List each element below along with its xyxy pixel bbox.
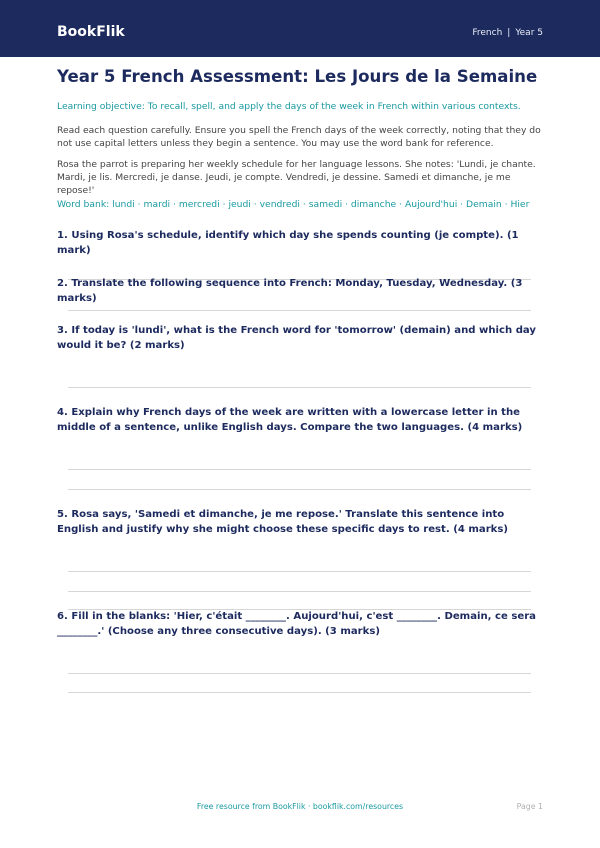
footer-text: Free resource from BookFlik · bookflik.com/resources [196, 802, 404, 811]
answer-line-3[interactable] [68, 387, 531, 388]
answer-line-6a[interactable] [68, 673, 531, 674]
question-6: 6. Fill in the blanks: 'Hier, c'était ________. Aujourd'hui, c'est ________. Demain, ce sera ________.' (Choose any three consecutive days). (3 marks) [57, 611, 536, 637]
question-3: 3. If today is 'lundi', what is the French word for 'tomorrow' (demain) and which day would it be? (2 marks) [57, 325, 536, 351]
header-separator: | [507, 28, 511, 38]
instructions-paragraph: Read each question carefully. Ensure you spell the French days of the week correctly, noting that they do not use capital letters unless they begin a sentence. You may use the word bank for reference. [57, 125, 541, 149]
answer-line-5b[interactable] [68, 591, 531, 592]
page-title: Year 5 French Assessment: Les Jours de la Semaine [57, 67, 538, 86]
header-meta [472, 27, 543, 39]
question-5: 5. Rosa says, 'Samedi et dimanche, je me repose.' Translate this sentence into English and justify why she might choose these specific days to rest. (4 marks) [57, 509, 509, 535]
answer-line-2[interactable] [68, 310, 531, 311]
year-label: Year 5 [515, 28, 543, 38]
answer-line-6b[interactable] [68, 692, 531, 693]
answer-line-4b[interactable] [68, 489, 531, 490]
answer-line-4a[interactable] [68, 469, 531, 470]
question-2: 2. Translate the following sequence into French: Monday, Tuesday, Wednesday. (3 marks) [57, 278, 523, 304]
question-4: 4. Explain why French days of the week are written with a lowercase letter in the middle of a sentence, unlike English days. Compare the two languages. (4 marks) [57, 407, 523, 433]
answer-line-5a[interactable] [68, 571, 531, 572]
context-paragraph: Rosa the parrot is preparing her weekly schedule for her language lessons. She notes: 'Lundi, je chante. Mardi, je lis. Mercredi, je danse. Jeudi, je compte. Vendredi, je dessine. Samedi et dimanche, je me repose!' [57, 159, 536, 196]
page-number: Page 1 [516, 802, 543, 811]
subject-label: French [472, 28, 503, 38]
brand-logo: BookFlik [57, 24, 125, 40]
page-header [0, 0, 600, 57]
learning-objective: Learning objective: To recall, spell, and apply the days of the week in French within various contexts. [57, 101, 521, 112]
word-bank: Word bank: lundi · mardi · mercredi · jeudi · vendredi · samedi · dimanche · Aujourd'hui · Demain · Hier [57, 199, 530, 210]
question-1: 1. Using Rosa's schedule, identify which day she spends counting (je compte). (1 mark) [57, 230, 519, 256]
